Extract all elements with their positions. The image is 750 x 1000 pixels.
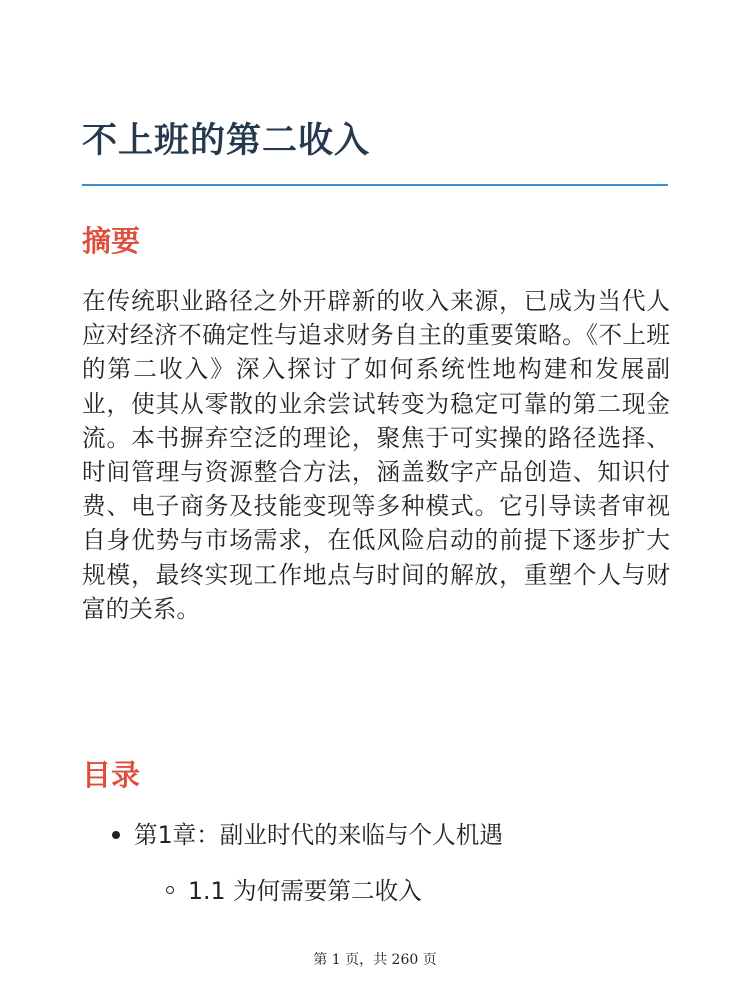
toc-item-label: 第1章：副业时代的来临与个人机遇 [134,821,503,849]
toc-item-label: 1.1 为何需要第二收入 [188,877,422,905]
bullet-circle-icon [166,886,174,894]
toc-item-section-1-1[interactable] [188,874,422,908]
document-title: 不上班的第二收入 [82,121,371,161]
abstract-body: 在传统职业路径之外开辟新的收入来源，已成为当代人应对经济不确定性与追求财务自主的重要策略。《不上班的第二收入》深入探讨了如何系统性地构建和发展副业，使其从零散的业余尝试转变为稳定可靠的第二现金流。本书摒弃空泛的理论，聚焦于可实操的路径选择、时间管理与资源整合方法，涵盖数字产品创造、知识付费、电子商务及技能变现等多种模式。它引导读者审视自身优势与市场需求，在低风险启动的前提下逐步扩大规模，最终实现工作地点与时间的解放，重塑个人与财富的关系。 [82,287,670,623]
document-page [82,0,668,1000]
toc-heading: 目录 [82,758,141,792]
toc-item-chapter-1[interactable] [134,818,503,852]
bullet-disc-icon [112,831,120,839]
page-footer: 第 1 页，共 260 页 [313,952,437,968]
title-divider [82,184,668,186]
abstract-heading: 摘要 [82,224,141,258]
